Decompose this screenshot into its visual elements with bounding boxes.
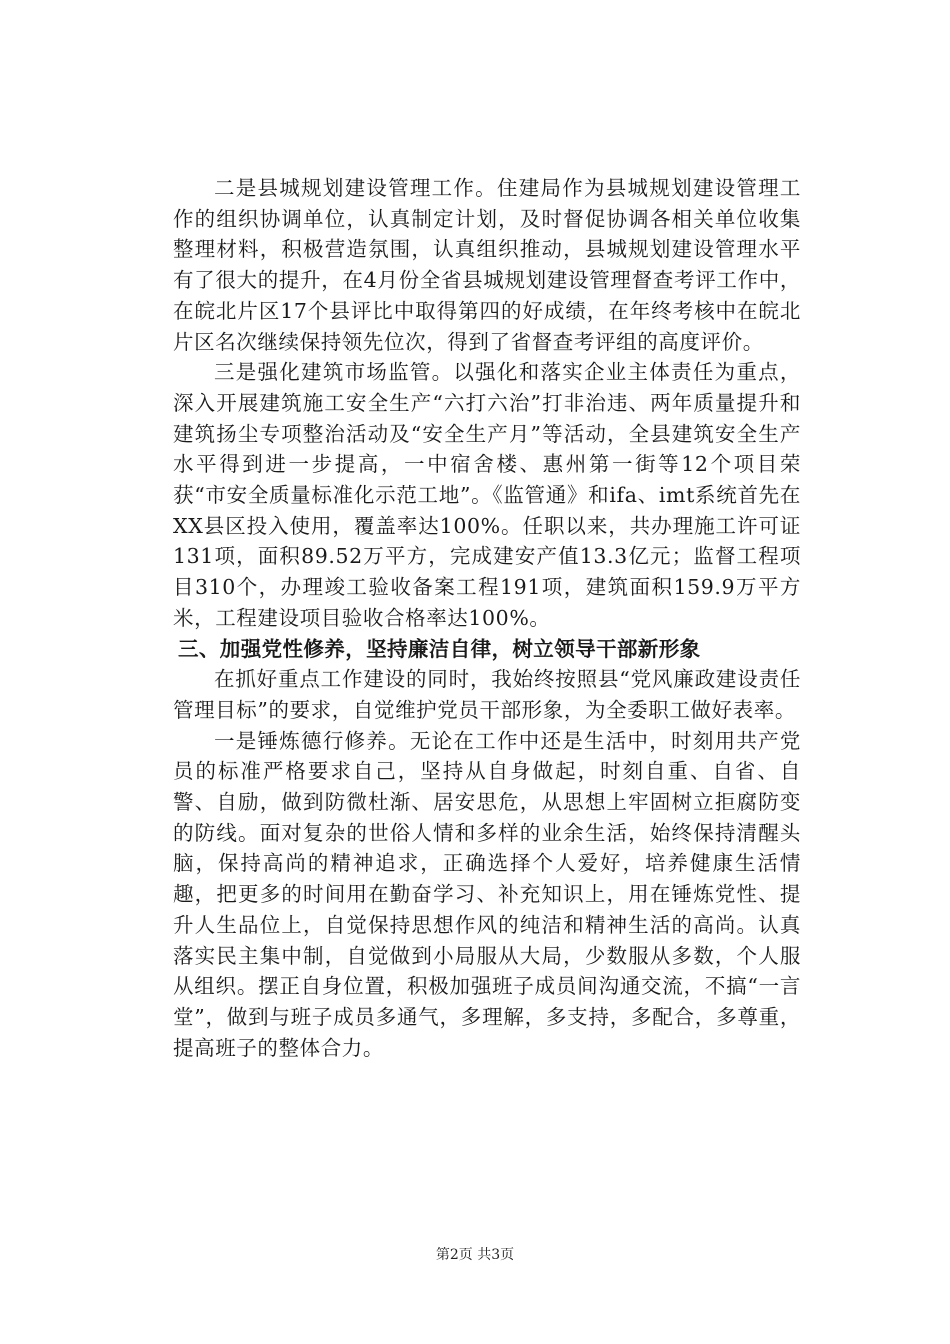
paragraph-county-planning: 二是县城规划建设管理工作。住建局作为县城规划建设管理工作的组织协调单位，认真制定计划，及时督促协调各相关单位收集整理材料，积极营造氛围，认真组织推动，县城规划建设管理水平有了很大的提升，在4月份全省县城规划建设管理督查考评工作中，在皖北片区17个县评比中取得第四的好成绩，在年终考核中在皖北片区名次继续保持领先位次，得到了省督查考评组的高度评价。 [173,176,801,354]
paragraph-market-supervision: 三是强化建筑市场监管。以强化和落实企业主体责任为重点，深入开展建筑施工安全生产“六打六治”打非治违、两年质量提升和建筑扬尘专项整治活动及“安全生产月”等活动，全县建筑安全生产水平得到进一步提高，一中宿舍楼、惠州第一街等12个项目荣获“市安全质量标准化示范工地”。《监管通》和ifa、imt系统首先在XX县区投入使用，覆盖率达100%。任职以来，共办理施工许可证131项，面积89.52万平方，完成建安产值13.3亿元；监督工程项目310个，办理竣工验收备案工程191项，建筑面积159.9万平方米，工程建设项目验收合格率达100%。 [173,360,801,630]
paragraph-intro: 在抓好重点工作建设的同时，我始终按照县“党风廉政建设责任管理目标”的要求，自觉维护党员干部形象，为全委职工做好表率。 [173,667,801,722]
page-number-footer: 第2页 共3页 [435,1247,515,1263]
section-heading: 三、加强党性修养，坚持廉洁自律，树立领导干部新形象 [178,636,701,661]
paragraph-moral-cultivation: 一是锤炼德行修养。无论在工作中还是生活中，时刻用共产党员的标准严格要求自己，坚持从自身做起，时刻自重、自省、自警、自励，做到防微杜渐、居安思危，从思想上牢固树立拒腐防变的防线。面对复杂的世俗人情和多样的业余生活，始终保持清醒头脑，保持高尚的精神追求，正确选择个人爱好，培养健康生活情趣，把更多的时间用在勤奋学习、补充知识上，用在锤炼党性、提升人生品位上，自觉保持思想作风的纯洁和精神生活的高尚。认真落实民主集中制，自觉做到小局服从大局，少数服从多数，个人服从组织。摆正自身位置，积极加强班子成员间沟通交流，不搞“一言堂”，做到与班子成员多通气，多理解，多支持，多配合，多尊重，提高班子的整体合力。 [173,728,801,1060]
document-body [173,173,801,1063]
